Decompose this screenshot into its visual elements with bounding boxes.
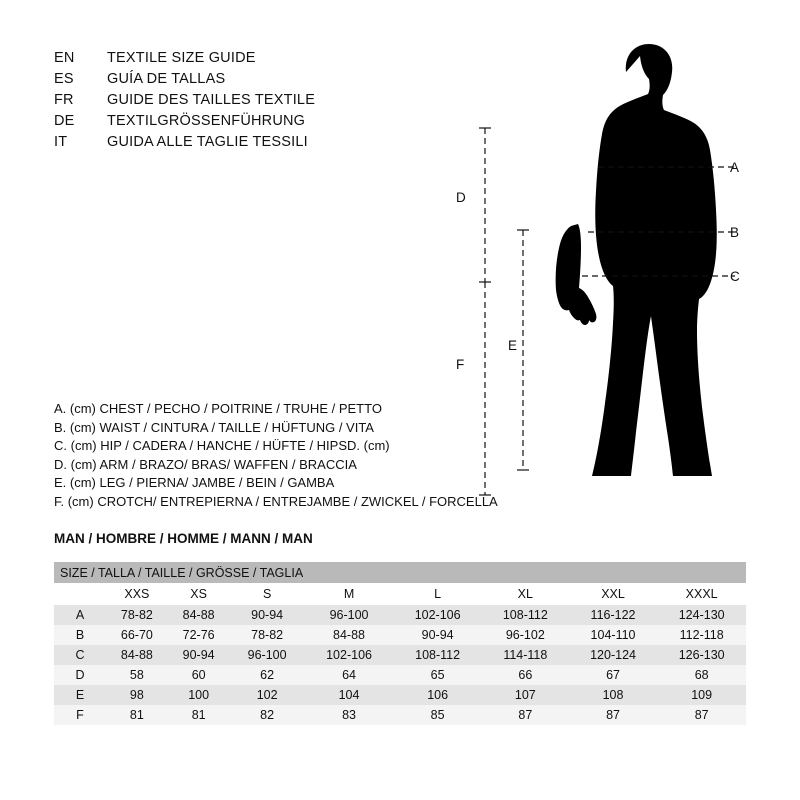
language-text-es: GUÍA DE TALLAS	[107, 71, 226, 87]
column-header-xxl: XXL	[569, 583, 658, 605]
legend-line-d: D. (cm) ARM / BRAZO/ BRAS/ WAFFEN / BRACCIA	[54, 456, 357, 472]
language-code-es: ES	[54, 71, 74, 87]
language-text-it: GUIDA ALLE TAGLIE TESSILI	[107, 134, 308, 150]
language-code-en: EN	[54, 50, 75, 66]
cell-f-xxl: 87	[569, 705, 658, 725]
cell-a-xl: 108-112	[482, 605, 569, 625]
language-row-es	[54, 71, 315, 92]
cell-f-xxs: 81	[106, 705, 168, 725]
cell-d-xl: 66	[482, 665, 569, 685]
table-column-row	[54, 583, 746, 605]
table-row	[54, 645, 746, 665]
row-label-a: A	[54, 605, 106, 625]
table-row	[54, 665, 746, 685]
cell-b-s: 78-82	[230, 625, 305, 645]
language-code-it: IT	[54, 134, 68, 150]
language-text-en: TEXTILE SIZE GUIDE	[107, 50, 256, 66]
cell-d-xxs: 58	[106, 665, 168, 685]
measure-label-d: D	[456, 190, 466, 205]
language-row-it	[54, 134, 315, 155]
measure-label-c: C	[730, 269, 740, 284]
table-row	[54, 705, 746, 725]
man-silhouette-icon	[556, 44, 717, 476]
cell-b-l: 90-94	[393, 625, 482, 645]
gender-label: MAN / HOMBRE / HOMME / MANN / MAN	[54, 531, 313, 546]
table-row	[54, 625, 746, 645]
language-title-block	[54, 50, 315, 155]
cell-a-s: 90-94	[230, 605, 305, 625]
language-code-de: DE	[54, 113, 75, 129]
cell-e-xs: 100	[168, 685, 230, 705]
cell-e-m: 104	[305, 685, 394, 705]
language-row-en	[54, 50, 315, 71]
language-code-fr: FR	[54, 92, 74, 108]
table-header-row	[54, 562, 746, 583]
legend-line-a: A. (cm) CHEST / PECHO / POITRINE / TRUHE / PETTO	[54, 401, 382, 416]
body-measurement-diagram	[430, 30, 760, 530]
cell-b-xxxl: 112-118	[657, 625, 746, 645]
size-table	[54, 562, 746, 725]
column-header-xl: XL	[482, 583, 569, 605]
cell-a-m: 96-100	[305, 605, 394, 625]
column-header-xxs: XXS	[106, 583, 168, 605]
row-label-c: C	[54, 645, 106, 665]
cell-e-xxxl: 109	[657, 685, 746, 705]
cell-a-l: 102-106	[393, 605, 482, 625]
cell-e-l: 106	[393, 685, 482, 705]
language-text-fr: GUIDE DES TAILLES TEXTILE	[107, 92, 316, 108]
cell-a-xxxl: 124-130	[657, 605, 746, 625]
cell-f-xl: 87	[482, 705, 569, 725]
legend-line-b: B. (cm) WAIST / CINTURA / TAILLE / HÜFTUNG / VITA	[54, 419, 374, 435]
language-text-de: TEXTILGRÖSSENFÜHRUNG	[107, 113, 306, 129]
column-header-xxxl: XXXL	[657, 583, 746, 605]
cell-f-l: 85	[393, 705, 482, 725]
row-label-b: B	[54, 625, 106, 645]
language-row-de	[54, 113, 315, 134]
cell-c-s: 96-100	[230, 645, 305, 665]
cell-c-l: 108-112	[393, 645, 482, 665]
row-label-e: E	[54, 685, 106, 705]
column-header-s: S	[230, 583, 305, 605]
cell-c-xxs: 84-88	[106, 645, 168, 665]
legend-line-f: F. (cm) CROTCH/ ENTREPIERNA / ENTREJAMBE / ZWICKEL / FORCELLA	[54, 493, 498, 509]
cell-b-xxs: 66-70	[106, 625, 168, 645]
table-header-label: SIZE / TALLA / TAILLE / GRÖSSE / TAGLIA	[54, 562, 746, 583]
cell-e-xxl: 108	[569, 685, 658, 705]
language-row-fr	[54, 92, 315, 113]
cell-e-xl: 107	[482, 685, 569, 705]
column-header-l: L	[393, 583, 482, 605]
row-label-d: D	[54, 665, 106, 685]
table-row	[54, 685, 746, 705]
cell-a-xs: 84-88	[168, 605, 230, 625]
cell-c-xl: 114-118	[482, 645, 569, 665]
row-label-f: F	[54, 705, 106, 725]
cell-b-xs: 72-76	[168, 625, 230, 645]
cell-c-m: 102-106	[305, 645, 394, 665]
measure-label-a: A	[730, 160, 740, 175]
table-row	[54, 605, 746, 625]
cell-b-m: 84-88	[305, 625, 394, 645]
cell-d-xs: 60	[168, 665, 230, 685]
cell-d-xxl: 67	[569, 665, 658, 685]
legend-line-e: E. (cm) LEG / PIERNA/ JAMBE / BEIN / GAMBA	[54, 475, 335, 491]
cell-c-xxl: 120-124	[569, 645, 658, 665]
cell-a-xxs: 78-82	[106, 605, 168, 625]
cell-f-xxxl: 87	[657, 705, 746, 725]
cell-c-xs: 90-94	[168, 645, 230, 665]
cell-e-s: 102	[230, 685, 305, 705]
column-header-blank	[54, 583, 106, 605]
size-table-wrap	[54, 562, 746, 725]
column-header-xs: XS	[168, 583, 230, 605]
cell-d-s: 62	[230, 665, 305, 685]
cell-f-m: 83	[305, 705, 394, 725]
cell-d-m: 64	[305, 665, 394, 685]
cell-c-xxxl: 126-130	[657, 645, 746, 665]
column-header-m: M	[305, 583, 394, 605]
cell-f-s: 82	[230, 705, 305, 725]
measure-label-b: B	[730, 225, 740, 240]
measure-label-e: E	[508, 338, 518, 353]
cell-a-xxl: 116-122	[569, 605, 658, 625]
legend-line-c: C. (cm) HIP / CADERA / HANCHE / HÜFTE / HIPSD. (cm)	[54, 438, 390, 454]
cell-b-xl: 96-102	[482, 625, 569, 645]
cell-b-xxl: 104-110	[569, 625, 658, 645]
cell-d-l: 65	[393, 665, 482, 685]
cell-e-xxs: 98	[106, 685, 168, 705]
measure-label-f: F	[456, 357, 465, 372]
cell-f-xs: 81	[168, 705, 230, 725]
cell-d-xxxl: 68	[657, 665, 746, 685]
